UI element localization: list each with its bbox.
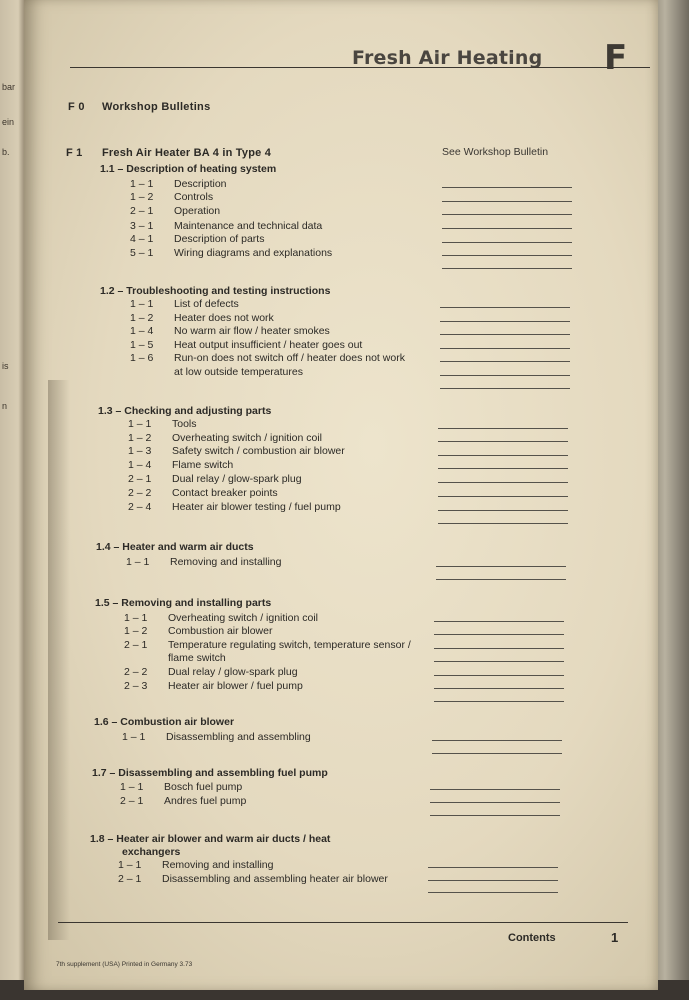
list-item [120,795,246,808]
reference-line [428,867,558,868]
list-item [130,205,220,218]
item-text: Bosch fuel pump [164,781,243,793]
reference-line [440,348,570,349]
f0-entry [68,101,210,113]
item-text: Heater air blower / fuel pump [168,680,303,692]
section-title: 1.1 – Description of heating system [100,163,277,175]
list-item [128,473,302,486]
item-number: 2 – 1 [118,873,142,885]
reference-line [434,688,564,689]
list-item [128,487,278,500]
item-number: 2 – 1 [120,795,144,807]
page-stain [48,380,70,940]
page-title: Fresh Air Heating [352,47,543,69]
item-number: 4 – 1 [130,233,154,245]
list-item [126,556,281,569]
edge-mark: bar [2,82,16,92]
section-title: 1.4 – Heater and warm air ducts [96,541,254,553]
list-item [120,781,242,794]
item-text: Wiring diagrams and explanations [174,247,333,259]
list-item [118,873,388,886]
item-text: Overheating switch / ignition coil [168,612,318,624]
reference-line [442,228,572,229]
item-number: 2 – 2 [128,487,152,499]
item-number: 2 – 1 [128,473,152,485]
item-text: Description [174,178,227,190]
item-number: 1 – 2 [130,191,154,203]
reference-line [434,621,564,622]
section-letter: F [604,38,628,78]
item-number: 1 – 1 [124,612,148,624]
section-title: 1.2 – Troubleshooting and testing instructions [100,285,331,297]
item-number: 1 – 1 [128,418,152,430]
item-number: 1 – 1 [126,556,150,568]
list-item [118,859,273,872]
list-item [128,432,322,445]
item-number: 1 – 2 [130,312,154,324]
item-text: Heat output insufficient / heater goes out [174,339,363,351]
list-item [130,247,332,260]
item-text: at low outside temperatures [174,366,303,378]
section-title: 1.7 – Disassembling and assembling fuel pump [92,767,328,779]
item-text: Dual relay / glow-spark plug [172,473,302,485]
list-item [130,220,322,233]
reference-line [440,375,570,376]
list-item [124,652,226,665]
reference-line [438,468,568,469]
reference-line [436,579,566,580]
reference-line [440,361,570,362]
list-item [128,418,197,431]
item-number: 1 – 3 [128,445,152,457]
list-item [130,366,303,379]
reference-line [438,441,568,442]
item-text: Controls [174,191,214,203]
section-title: 1.6 – Combustion air blower [94,716,235,728]
item-number: 2 – 3 [124,680,148,692]
list-item [128,501,341,514]
item-text: Heater does not work [174,312,274,324]
item-text: Removing and installing [170,556,282,568]
footer-rule [58,922,628,923]
item-text: Andres fuel pump [164,795,247,807]
reference-line [430,815,560,816]
edge-mark: ein [2,117,15,127]
reference-line [436,566,566,567]
list-item [124,680,303,693]
section-title: 1.3 – Checking and adjusting parts [98,405,272,417]
item-number: 1 – 2 [128,432,152,444]
item-number: 5 – 1 [130,247,154,259]
item-number: 2 – 4 [128,501,152,513]
item-text: Run-on does not switch off / heater does not work [174,352,405,364]
item-text: Disassembling and assembling [166,731,311,743]
item-number: 1 – 6 [130,352,154,364]
list-item [130,312,274,325]
item-text: Heater air blower testing / fuel pump [172,501,341,513]
item-number: 1 – 2 [124,625,148,637]
item-text: Operation [174,205,221,217]
item-number: 1 – 4 [130,325,154,337]
item-text: Dual relay / glow-spark plug [168,666,298,678]
reference-line [442,214,572,215]
reference-line [442,268,572,269]
reference-line [440,334,570,335]
section-title: 1.5 – Removing and installing parts [95,597,272,609]
item-text: Disassembling and assembling heater air blower [162,873,388,885]
footer-supplement-note: 7th supplement (USA) Printed in Germany 3.73 [56,961,193,968]
reference-line [442,187,572,188]
list-item [130,178,227,191]
item-text: Temperature regulating switch, temperature sensor / [168,639,411,651]
item-text: Combustion air blower [168,625,273,637]
reference-line [430,802,560,803]
item-number: 1 – 5 [130,339,154,351]
list-item [128,445,345,458]
list-item [130,325,330,338]
item-number: 3 – 1 [130,220,154,232]
reference-line [440,307,570,308]
list-item [130,233,264,246]
reference-line [434,701,564,702]
item-text: Overheating switch / ignition coil [172,432,322,444]
f1-code: F 1 [66,147,83,159]
item-number: 2 – 1 [124,639,148,651]
reference-line [442,201,572,202]
list-item [124,666,298,679]
section-title: 1.8 – Heater air blower and warm air ducts / heat [90,833,331,845]
reference-line [438,510,568,511]
edge-mark: n [2,401,8,411]
section-title-continued: exchangers [122,846,181,858]
item-number: 1 – 1 [118,859,142,871]
item-text: Maintenance and technical data [174,220,323,232]
reference-line [428,892,558,893]
edge-mark: b. [2,147,10,157]
footer-contents-label: Contents [508,932,556,944]
list-item [128,459,233,472]
reference-line [438,455,568,456]
item-text: No warm air flow / heater smokes [174,325,330,337]
f1-title: Fresh Air Heater BA 4 in Type 4 [102,147,272,159]
reference-line [438,482,568,483]
reference-line [432,753,562,754]
reference-line [434,661,564,662]
reference-line [438,428,568,429]
header-rule [70,67,650,68]
see-workshop-bulletin-label: See Workshop Bulletin [442,146,549,158]
page-number: 1 [611,930,619,945]
reference-line [434,648,564,649]
document-page [24,0,658,990]
list-item [124,639,411,652]
list-item [122,731,311,744]
list-item [130,352,405,365]
item-text: Tools [172,418,197,430]
list-item [130,298,239,311]
item-number: 2 – 1 [130,205,154,217]
reference-line [432,740,562,741]
item-number: 1 – 1 [130,298,154,310]
f0-code: F 0 [68,101,85,113]
item-text: List of defects [174,298,239,310]
edge-mark: is [2,361,9,371]
reference-line [440,388,570,389]
item-text: Contact breaker points [172,487,278,499]
item-text: Safety switch / combustion air blower [172,445,345,457]
reference-line [434,634,564,635]
list-item [124,625,272,638]
reference-line [440,321,570,322]
list-item [130,191,213,204]
item-number: 2 – 2 [124,666,148,678]
reference-line [438,523,568,524]
item-number: 1 – 4 [128,459,152,471]
reference-line [428,880,558,881]
list-item [124,612,318,625]
list-item [130,339,362,352]
item-text: flame switch [168,652,226,664]
item-text: Removing and installing [162,859,274,871]
item-number: 1 – 1 [122,731,146,743]
f1-entry [66,147,271,159]
item-text: Description of parts [174,233,265,245]
reference-line [430,789,560,790]
reference-line [442,255,572,256]
f0-title: Workshop Bulletins [102,101,211,113]
item-number: 1 – 1 [130,178,154,190]
reference-line [434,675,564,676]
item-text: Flame switch [172,459,234,471]
reference-line [442,242,572,243]
item-number: 1 – 1 [120,781,144,793]
reference-line [438,496,568,497]
